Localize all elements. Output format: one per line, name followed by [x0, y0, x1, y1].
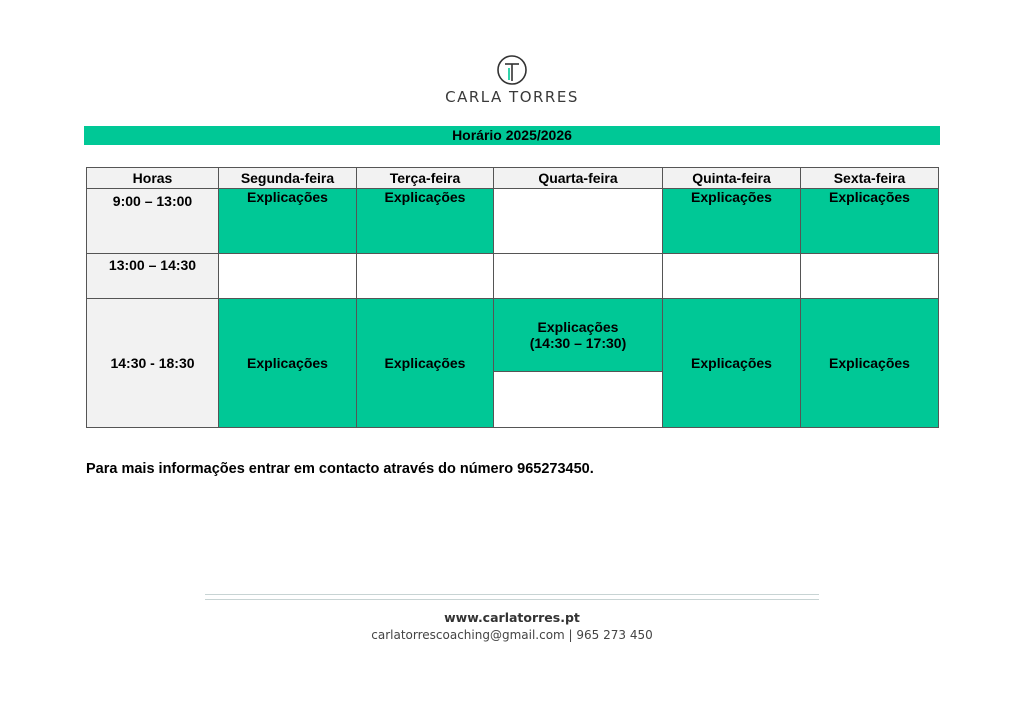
session-cell-thursday: Explicações — [663, 299, 801, 428]
brand-name: CARLA TORRES — [445, 88, 579, 106]
table-row — [87, 254, 939, 299]
empty-cell-friday — [801, 254, 939, 299]
empty-cell-wednesday — [494, 372, 663, 428]
empty-cell-wednesday — [494, 189, 663, 254]
header-thursday: Quinta-feira — [663, 168, 801, 189]
session-cell-thursday: Explicações — [663, 189, 801, 254]
header-row — [87, 168, 939, 189]
header-tuesday: Terça-feira — [357, 168, 494, 189]
hours-cell: 14:30 - 18:30 — [87, 299, 219, 428]
empty-cell-thursday — [663, 254, 801, 299]
footer-contact: carlatorrescoaching@gmail.com | 965 273 450 — [371, 628, 653, 642]
ct-monogram-icon — [496, 54, 528, 86]
session-cell-tuesday: Explicações — [357, 189, 494, 254]
footer — [0, 610, 1024, 642]
session-label: Explicações — [537, 319, 619, 335]
hours-cell: 13:00 – 14:30 — [87, 254, 219, 299]
session-cell-friday: Explicações — [801, 299, 939, 428]
session-cell-friday: Explicações — [801, 189, 939, 254]
header-friday: Sexta-feira — [801, 168, 939, 189]
session-time: (14:30 – 17:30) — [529, 335, 627, 351]
hours-cell: 9:00 – 13:00 — [87, 189, 219, 254]
empty-cell-wednesday — [494, 254, 663, 299]
session-cell-monday: Explicações — [219, 299, 357, 428]
session-cell-tuesday: Explicações — [357, 299, 494, 428]
footer-website: www.carlatorres.pt — [444, 610, 580, 625]
schedule-title: Horário 2025/2026 — [84, 126, 940, 145]
footer-divider — [205, 594, 819, 600]
contact-info-text: Para mais informações entrar em contacto através do número 965273450. — [86, 461, 594, 477]
header-wednesday: Quarta-feira — [494, 168, 663, 189]
schedule-table — [86, 167, 939, 428]
empty-cell-monday — [219, 254, 357, 299]
empty-cell-tuesday — [357, 254, 494, 299]
session-cell-wednesday — [494, 299, 663, 372]
header-hours: Horas — [87, 168, 219, 189]
table-row — [87, 189, 939, 254]
session-cell-monday: Explicações — [219, 189, 357, 254]
table-row — [87, 299, 939, 372]
header-monday: Segunda-feira — [219, 168, 357, 189]
logo — [0, 54, 1024, 106]
